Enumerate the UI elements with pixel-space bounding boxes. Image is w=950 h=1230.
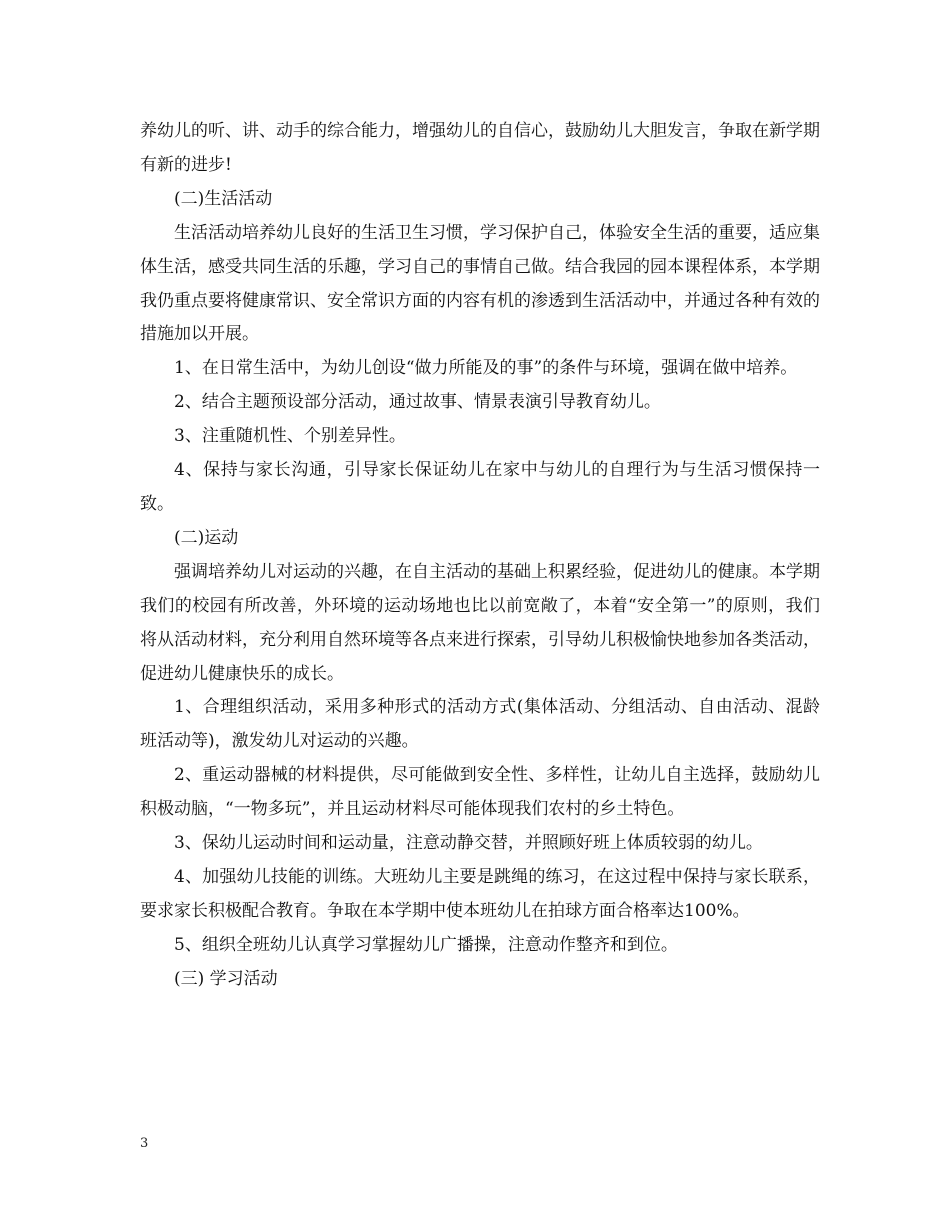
list-item-sports-2: 2、重运动器械的材料提供，尽可能做到安全性、多样性，让幼儿自主选择，鼓励幼儿积极动脑，“一物多玩”，并且运动材料尽可能体现我们农村的乡土特色。 [140,765,820,820]
list-item-sports-3: 3、保幼儿运动时间和运动量，注意动静交替，并照顾好班上体质较弱的幼儿。 [174,833,763,854]
list-item-sports-5: 5、组织全班幼儿认真学习掌握幼儿广播操，注意动作整齐和到位。 [174,934,678,955]
list-item-life-2: 2、结合主题预设部分活动，通过故事、情景表演引导教育幼儿。 [174,392,661,413]
list-item-sports-4: 4、加强幼儿技能的训练。大班幼儿主要是跳绳的练习，在这过程中保持与家长联系，要求家长积极配合教育。争取在本学期中使本班幼儿在拍球方面合格率达100%。 [140,866,820,921]
list-item-life-1: 1、在日常生活中，为幼儿创设“做力所能及的事”的条件与环境，强调在做中培养。 [174,358,798,379]
paragraph-life-activities-intro: 生活活动培养幼儿良好的生活卫生习惯，学习保护自己，体验安全生活的重要，适应集体生活，感受共同生活的乐趣，学习自己的事情自己做。结合我园的园本课程体系，本学期我仍重点要将健康常识、安全常识方面的内容有机的渗透到生活活动中，并通过各种有效的措施加以开展。 [140,222,820,345]
document-body [140,115,820,997]
section-heading-learning: (三) 学习活动 [174,968,278,989]
list-item-life-4: 4、保持与家长沟通，引导家长保证幼儿在家中与幼儿的自理行为与生活习惯保持一致。 [140,460,820,514]
section-heading-life-activities: (二)生活活动 [174,188,273,209]
paragraph-continuation: 养幼儿的听、讲、动手的综合能力，增强幼儿的自信心，鼓励幼儿大胆发言，争取在新学期有新的进步! [140,121,820,175]
paragraph-sports-intro: 强调培养幼儿对运动的兴趣，在自主活动的基础上积累经验，促进幼儿的健康。本学期我们的校园有所改善，外环境的运动场地也比以前宽敞了，本着“安全第一”的原则，我们将从活动材料，充分利用自然环境等各点来进行探索，引导幼儿积极愉快地参加各类活动，促进幼儿健康快乐的成长。 [140,561,820,684]
section-heading-sports: (二)运动 [174,527,239,548]
list-item-sports-1: 1、合理组织活动，采用多种形式的活动方式(集体活动、分组活动、自由活动、混龄班活动等)，激发幼儿对运动的兴趣。 [140,697,820,752]
list-item-life-3: 3、注重随机性、个别差异性。 [174,426,406,447]
page-number: 3 [140,1136,149,1151]
